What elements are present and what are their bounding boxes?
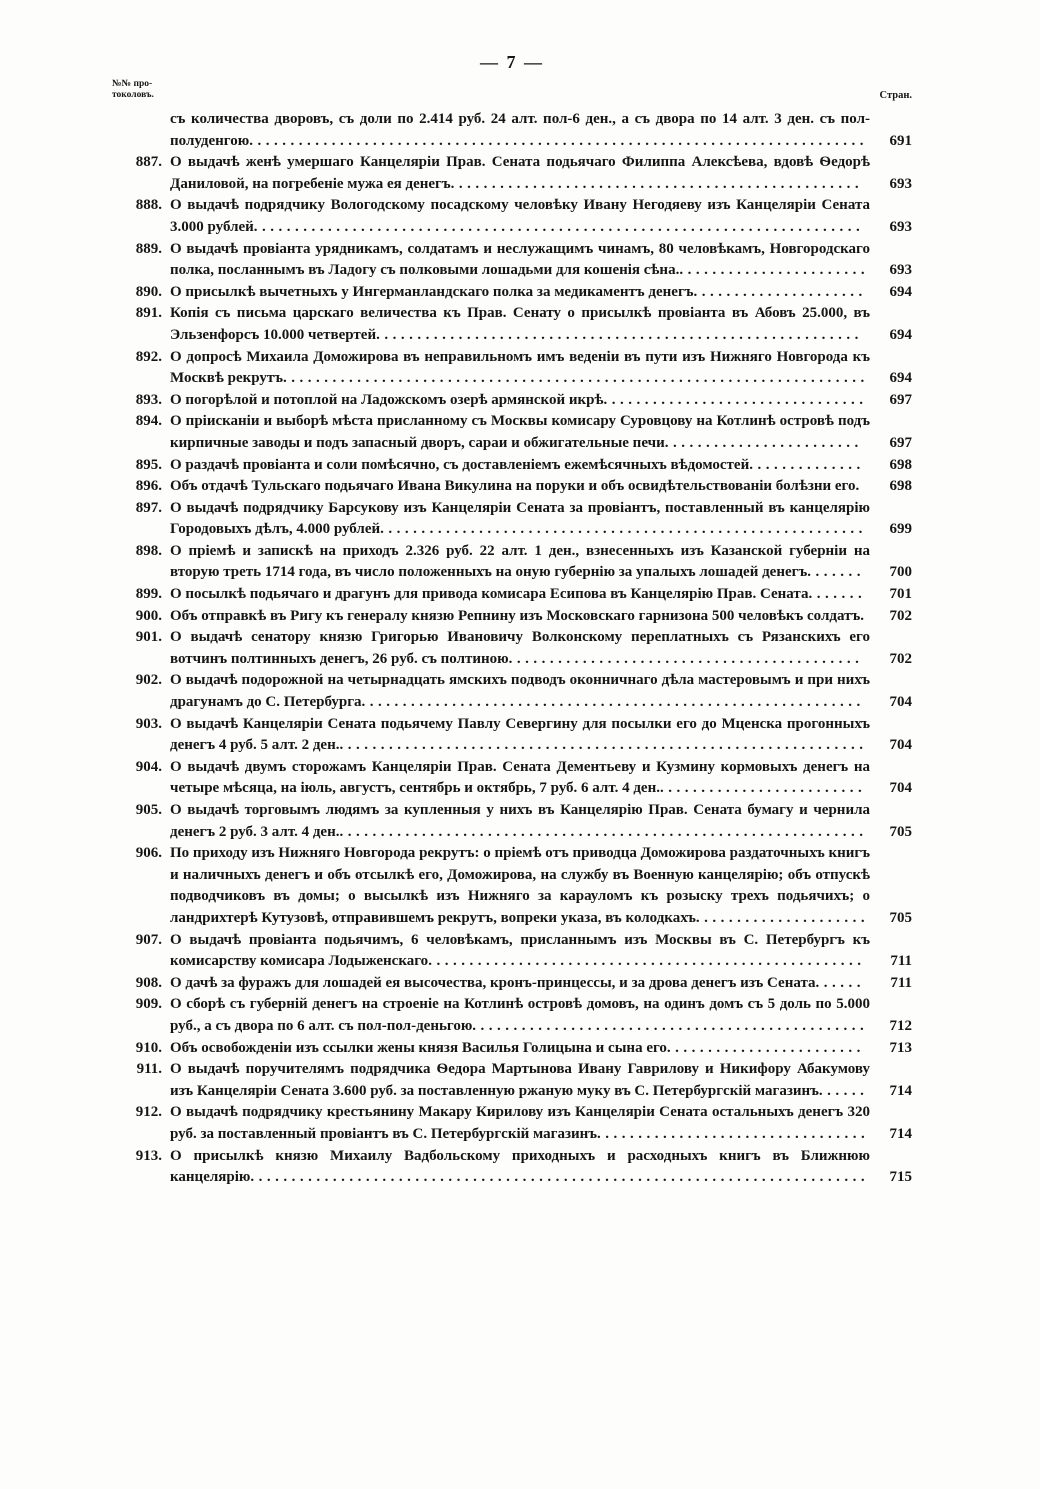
dot-leader: ................................. [597,1125,870,1142]
page-col-header: Стран. [879,90,912,101]
toc-entry [112,303,912,346]
toc-entry [112,109,912,152]
entry-page-number: 698 [889,478,912,495]
entry-page-number: 711 [890,953,912,970]
entry-body [170,1146,912,1189]
dot-leader: .......................................................................... [253,218,865,235]
entry-text: О выдачѣ женѣ умершаго Канцеляріи Прав. Сената подьячаго Филиппа Алексѣева, вдовѣ Ѳедорѣ Даниловой, на погребеніе мужа ея денегъ [170,154,870,192]
entry-body [170,757,912,800]
entry-text: О присылкѣ вычетныхъ у Ингерманландскаго полка за медикаментъ денегъ [170,283,694,300]
toc-entry [112,994,912,1037]
entry-body [170,455,912,477]
entry-page-number: 714 [889,1082,912,1099]
entry-body [170,109,912,152]
entry-number: 899. [135,586,162,603]
entry-body [170,195,912,238]
page-content [112,52,912,1189]
entry-number: 891. [135,305,162,322]
entry-page-number: 694 [889,283,912,300]
entry-body [170,347,912,390]
entry-page-number: 694 [889,326,912,343]
entry-page-number: 713 [889,1039,912,1056]
toc-entry [112,1102,912,1145]
entry-text: О присылкѣ князю Михаилу Вадбольскому приходныхъ и расходныхъ книгъ въ Ближнюю канцелярію [170,1147,870,1186]
entry-body [170,606,912,628]
entry-text: съ количества дворовъ, съ доли по 2.414 руб. 24 алт. пол-6 ден., а съ двора по 14 алт. 3 ден. съ пол-полуденгою [170,111,870,149]
entry-number: 889. [135,240,162,257]
entry-number: 897. [135,499,162,516]
entry-page-number: 704 [889,780,912,797]
dot-leader: ..................... [693,283,867,300]
entry-number: 904. [135,758,162,775]
entry-number: 892. [135,348,162,365]
entry-number: 911. [136,1061,162,1078]
entry-body [170,239,912,282]
entry-text: О допросѣ Михаила Доможирова въ неправильномъ имъ веденіи въ пути изъ Нижняго Новгорода къ Москвѣ рекрутъ [170,348,870,387]
toc-entry [112,152,912,195]
entry-number: 895. [135,456,162,473]
dot-leader: ........................ [666,1039,865,1056]
entry-number: 913. [135,1147,162,1164]
dot-leader: ....................... [679,262,870,279]
entry-text: О пріисканіи и выборѣ мѣста присланному съ Москвы комисару Суровцову на Котлинѣ островѣ подъ кирпичные заводы и подъ запасный дворъ, сараи и обжигательные печи [170,413,870,451]
dot-leader: ........................ [664,434,863,451]
dot-leader: ..................... [695,909,870,926]
toc-entry [112,411,912,454]
entry-number: 888. [135,197,162,214]
dot-leader: ........................................................................... [250,1169,870,1186]
entry-number: 908. [135,974,162,991]
entry-body [170,303,912,346]
entry-page-number: 693 [889,175,912,192]
toc-entry [112,239,912,282]
entry-body [170,152,912,195]
entry-text: Объ освобожденіи изъ ссылки жены князя Василья Голицына и сына его [170,1039,667,1056]
entry-page-number: 697 [889,434,912,451]
entry-number: 909. [135,996,162,1013]
dot-leader: ................................................................ [339,737,868,754]
entry-page-number: 700 [889,564,912,581]
entry-number [112,109,170,152]
entry-page-number: 711 [890,974,912,991]
dot-leader: ........................................................... [376,326,863,343]
dot-leader: ................................................ [472,1017,869,1034]
entry-page-number: 694 [889,370,912,387]
toc-entry [112,670,912,713]
protocol-col-header-line2: токоловъ. [112,90,154,100]
dot-leader: ............................................................. [361,694,865,711]
entry-text: По приходу изъ Нижняго Новгорода рекрутъ: о пріемѣ отъ приводца Доможирова раздаточныхъ книгъ и наличныхъ денегъ и объ отсылкѣ его, Доможирова, на службу въ Военную канцелярію; объ отпускѣ подводчиковъ въ домы; о высылкѣ изъ Нижняго за карауломъ къ розыску трехъ подьячихъ; о ландрихтерѣ Кутузовѣ, отправившемъ рекрутъ, вопреки указа, въ колодкахъ [170,845,870,926]
entry-text: О выдачѣ подрядчику Вологодскому посадскому человѣку Ивану Негодяеву изъ Канцеляріи Сената 3.000 рублей [170,197,870,235]
toc-entry [112,843,912,929]
entry-text: О выдачѣ подрядчику крестьянину Макару Кирилову изъ Канцеляріи Сената остальныхъ денегъ 320 руб. за поставленный провіантъ въ С. Петербургскій магазинъ [170,1104,870,1142]
protocol-col-header [112,79,154,101]
entry-number: 910. [135,1039,162,1056]
entry-body [170,800,912,843]
page-number-header: — 7 — [480,52,544,72]
dot-leader: ........................................................................... [249,132,868,149]
entry-page-number: 698 [889,456,912,473]
dot-leader: .............. [749,456,865,473]
entry-body [170,973,912,995]
entry-body [170,584,912,606]
dot-leader: ..................................................... [428,953,866,970]
toc-entry [112,1146,912,1189]
toc-entry [112,347,912,390]
entry-body [170,1102,912,1145]
dot-leader: ........................................................... [380,521,867,538]
entry-page-number: 705 [889,909,912,926]
entry-number: 901. [135,629,162,646]
dot-leader: ......................... [659,780,867,797]
entry-page-number: 697 [889,391,912,408]
toc-entry [112,627,912,670]
entry-page-number: 702 [889,607,912,624]
toc-entry [112,498,912,541]
toc-entry [112,714,912,757]
dot-leader: ....... [808,586,867,603]
entry-body [170,498,912,541]
entry-number: 903. [135,715,162,732]
toc-list [112,109,912,1189]
entry-page-number: 701 [889,586,912,603]
entry-text: О посылкѣ подьячаго и драгунъ для привода комисара Есипова въ Канцелярію Прав. Сената [170,586,809,603]
entry-number: 890. [135,283,162,300]
dot-leader: ....................................................................... [283,370,869,387]
entry-number: 902. [135,672,162,689]
entry-text: О выдачѣ сенатору князю Григорью Ивановичу Волконскому переплатныхъ съ Рязанскихъ его вотчинъ полтинныхъ денегъ, 26 руб. съ полтиною [170,629,870,667]
toc-entry [112,1038,912,1060]
entry-text: О выдачѣ Канцеляріи Сената подьячему Павлу Севергину для посылки его до Мценска прогонныхъ денегъ 4 руб. 5 алт. 2 ден. [170,715,870,754]
toc-entry [112,584,912,606]
toc-entry [112,606,912,628]
toc-entry [112,476,912,498]
entry-number: 894. [135,413,162,430]
entry-page-number: 704 [889,694,912,711]
entry-number: 887. [135,154,162,171]
toc-entry [112,282,912,304]
entry-number: 906. [135,845,162,862]
entry-text: О выдачѣ торговымъ людямъ за купленныя у нихъ въ Канцелярію Прав. Сената бумагу и чернила денегъ 2 руб. 3 алт. 4 ден. [170,802,870,840]
entry-number: 900. [135,607,162,624]
entry-number: 905. [135,802,162,818]
entry-body [170,282,912,304]
entry-body [170,930,912,973]
entry-page-number: 704 [889,737,912,754]
entry-text: О выдачѣ поручителямъ подрядчика Ѳедора Мартынова Ивану Гаврилову и Никифору Абакумову изъ Канцеляріи Сената 3.600 руб. за поставленную ржаную муку въ С. Петербургскій магазинъ [170,1061,870,1099]
column-headers [112,79,912,101]
entry-body [170,541,912,584]
toc-entry [112,800,912,843]
dot-leader: ...... [815,974,865,991]
toc-entry [112,930,912,973]
entry-text: Объ отправкѣ въ Ригу къ генералу князю Репнину изъ Московскаго гарнизона 500 человѣкъ солдатъ [170,607,861,624]
dot-leader: .................................................. [450,175,864,192]
entry-text: О дачѣ за фуражъ для лошадей ея высочества, кронъ-принцессы, и за дрова денегъ изъ Сената [170,974,816,991]
entry-body [170,390,912,412]
dot-leader: ................................................................ [339,823,868,840]
toc-entry [112,390,912,412]
entry-text: О выдачѣ двумъ сторожамъ Канцеляріи Прав. Сената Дементьеву и Кузмину кормовыхъ денегъ на четыре мѣсяца, на іюль, августъ, сентябрь и октябрь, 7 руб. 6 алт. 4 ден. [170,758,870,797]
entry-body [170,670,912,713]
entry-body [170,1038,912,1060]
dot-leader: . [860,607,869,624]
entry-page-number: 702 [889,650,912,667]
toc-entry [112,541,912,584]
entry-body [170,843,912,929]
entry-text: О выдачѣ провіанта подьячимъ, 6 человѣкамъ, присланнымъ изъ Москвы въ С. Петербургъ къ комисарству комисара Лодыженскаго [170,931,870,970]
entry-body [170,714,912,757]
entry-body [170,1059,912,1102]
entry-number: 893. [135,391,162,408]
toc-entry [112,1059,912,1102]
entry-text: Объ отдачѣ Тульскаго подьячаго Ивана Викулина на поруки и объ освидѣтельствованіи болѣзни его [170,478,856,495]
entry-text: О пріемѣ и запискѣ на приходъ 2.326 руб. 22 алт. 1 ден., взнесенныхъ изъ Казанской губерніи на вторую треть 1714 года, въ число положенныхъ на оную губернію за упалыхъ лошадей денегъ [170,542,870,581]
dot-leader: ........................................... [508,650,864,667]
entry-page-number: 712 [889,1017,912,1034]
toc-entry [112,973,912,995]
entry-body [170,994,912,1037]
dot-leader: . [855,478,864,495]
entry-text: О выдачѣ подрядчику Барсукову изъ Канцеляріи Сената за провіантъ, поставленный въ канцелярію Городовыхъ дѣлъ, 4.000 рублей [170,499,870,538]
entry-text: О сборѣ съ губерній денегъ на строеніе на Котлинѣ островѣ домовъ, на одинъ домъ съ 5 доль по 5.000 руб., а съ двора по 6 алт. съ пол-пол-деньгою [170,996,870,1034]
entry-number: 912. [135,1104,162,1121]
entry-page-number: 715 [889,1169,912,1186]
toc-entry [112,455,912,477]
dot-leader: ................................ [603,391,868,408]
entry-number: 896. [135,478,162,495]
protocol-col-header-line1: №№ про- [112,79,153,89]
entry-body [170,627,912,670]
entry-text: Копія съ письма царскаго величества къ Прав. Сенату о присылкѣ провіанта въ Абовъ 25.000, въ Эльзенфорсъ 10.000 четвертей [170,305,870,343]
entry-text: О погорѣлой и потоплой на Ладожскомъ озерѣ армянской икрѣ [170,391,604,408]
toc-entry [112,757,912,800]
entry-page-number: 691 [889,132,912,149]
entry-text: О выдачѣ подорожной на четырнадцать ямскихъ подводъ оконничнаго дѣла мастеровымъ и при нихъ драгунамъ до С. Петербурга [170,672,870,711]
toc-entry [112,195,912,238]
entry-number: 907. [135,931,162,948]
entry-text: О выдачѣ провіанта урядникамъ, солдатамъ и неслужащимъ чинамъ, 80 человѣкамъ, Новгородскаго полка, посланнымъ въ Ладогу съ полковыми лошадьми для кошенія сѣна. [170,240,870,279]
entry-page-number: 693 [889,218,912,235]
entry-body [170,476,912,498]
entry-page-number: 714 [889,1125,912,1142]
dot-leader: ....... [807,564,865,581]
entry-page-number: 693 [889,262,912,279]
entry-page-number: 699 [889,521,912,538]
entry-number: 898. [135,542,162,559]
entry-body [170,411,912,454]
entry-text: О раздачѣ провіанта и соли помѣсячно, съ доставленіемъ ежемѣсячныхъ вѣдомостей [170,456,750,473]
dot-leader: ...... [818,1082,869,1099]
entry-page-number: 705 [889,823,912,840]
